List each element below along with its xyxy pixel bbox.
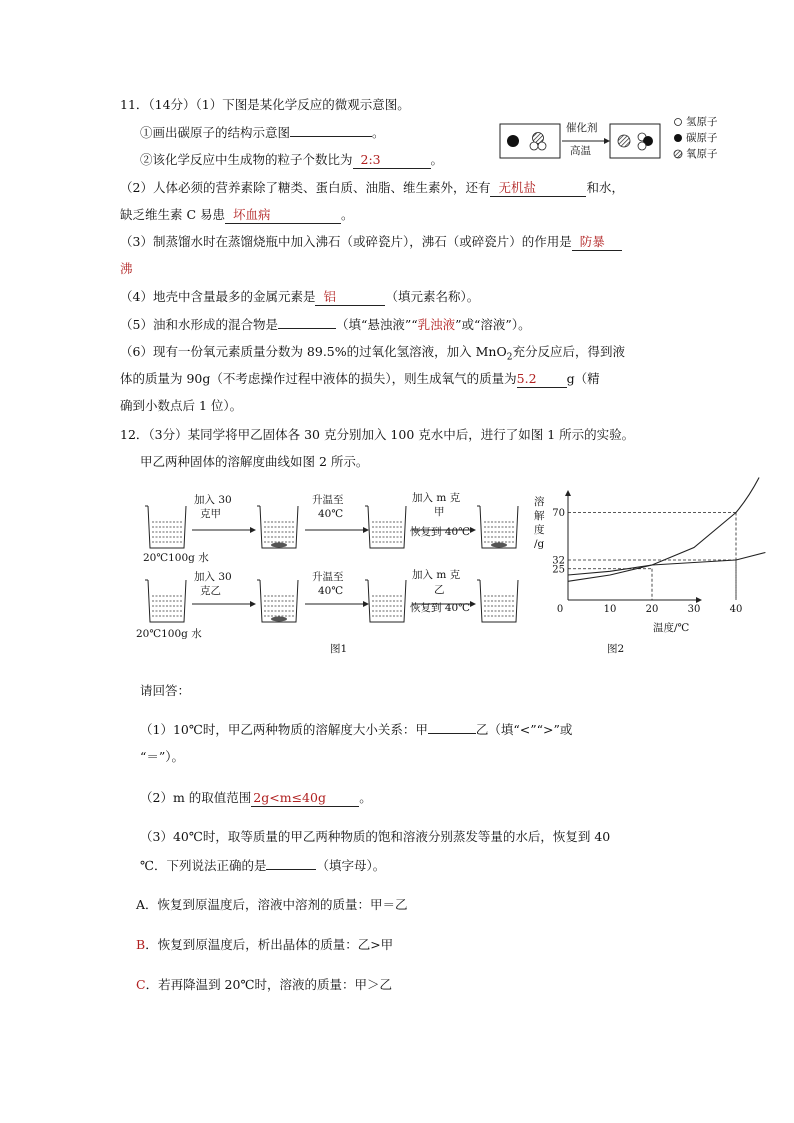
series-yi-curve [568, 560, 736, 575]
row1-heatb-label: 40℃ [318, 508, 344, 520]
q12-title: 12．（3分）某同学将甲乙固体各 30 克分别加入 100 克水中后，进行了如图 1 所示的实验。 [120, 427, 635, 442]
arrow-head-icon [470, 601, 476, 607]
q11-part5-text: （5）油和水形成的混合物是 [120, 317, 278, 332]
row1-start-label: 20℃100g 水 [143, 552, 209, 564]
arrow-head-icon [363, 527, 369, 533]
oxygen-atom-icon [618, 135, 630, 147]
q11-part4-answer[interactable]: 铝 [315, 289, 385, 306]
arrow-head-icon [470, 527, 476, 533]
hydrogen-atom-icon [538, 142, 546, 150]
q12-option-b-text: ．恢复到原温度后，析出晶体的质量：乙>甲 [145, 937, 394, 952]
row2-add1b-label: 克乙 [200, 585, 221, 597]
row2-heat-label: 升温至 [312, 571, 344, 583]
q11-part2-text-d: 。 [341, 207, 354, 222]
row2-heatb-label: 40℃ [318, 585, 344, 597]
q12-sub3-blank[interactable] [266, 857, 316, 870]
arrow-head-icon [250, 601, 256, 607]
q12-sub2-answer[interactable]: 2g<m≤40g [251, 790, 359, 807]
q11-part6-text-b: 充分反应后，得到液 [512, 344, 625, 359]
series-yi-extension [736, 553, 765, 561]
chart-ylabel-4: /g [534, 538, 545, 550]
row1-add2-label: 加入 m 克 [412, 492, 461, 504]
q11-part1-1 [140, 124, 385, 141]
y-axis-arrow-icon [565, 490, 571, 496]
q11-part1-2-answer[interactable]: 2:3 [353, 152, 431, 169]
q11-part1-2-text: ②该化学反应中生成物的粒子个数比为 [140, 152, 353, 167]
q11-part5-blank[interactable] [278, 316, 336, 329]
legend-oxygen-icon [674, 150, 682, 158]
q12-sub2-text: （2）m 的取值范围 [140, 790, 252, 805]
chart-ylabel-1: 溶 [534, 496, 545, 508]
series-jia-extension [736, 478, 759, 513]
figure2-caption: 图2 [607, 643, 625, 655]
arrow-head-icon [363, 601, 369, 607]
chart-ylabel-3: 度 [534, 524, 545, 536]
arrow-head-icon [250, 527, 256, 533]
q11-part1-2 [140, 152, 443, 169]
y-tick-label: 32 [552, 555, 565, 567]
row1-restore-label: 恢复到 40℃ [410, 526, 470, 538]
q11-part3-text: （3）制蒸馏水时在蒸馏烧瓶中加入沸石（或碎瓷片），沸石（或碎瓷片）的作用是 [120, 234, 572, 249]
q11-part6-answer[interactable]: 5.2 [517, 371, 567, 388]
hydrogen-atom-icon [530, 142, 538, 150]
q12-sub1-line2: “＝”）。 [140, 749, 185, 764]
q11-part2-text-c: 缺乏维生素 C 易患 [120, 207, 226, 222]
q12-option-b [136, 937, 393, 953]
row1-add1-label: 加入 30 [194, 494, 232, 506]
q11-part5-answer: 乳浊液 [417, 317, 456, 332]
q12-sub1-line1 [140, 721, 572, 738]
carbon-atom-icon [507, 135, 519, 147]
beaker [477, 580, 518, 622]
arrow-head-icon [604, 138, 610, 144]
q11-part4 [120, 289, 479, 306]
q12-sub1-text: （1）10℃时，甲乙两种物质的溶解度大小关系：甲 [140, 722, 428, 737]
chart-xlabel: 温度/℃ [653, 622, 690, 634]
q11-part2-text: （2）人体必须的营养素除了糖类、蛋白质、油脂、维生素外，还有 [120, 180, 491, 195]
legend-hydrogen-icon [675, 119, 682, 126]
q11-part4-text-b: （填元素名称）。 [385, 289, 480, 304]
q11-part1-1-text: ①画出碳原子的结构示意图 [140, 125, 291, 140]
x-tick-label: 30 [687, 604, 701, 615]
q11-part6-sub: 2 [506, 352, 513, 363]
row2-restore-label: 恢复到 40℃ [410, 602, 470, 614]
x-axis-arrow-icon [696, 597, 702, 603]
q11-part6-line3: 确到小数点后 1 位）。 [120, 398, 243, 413]
q11-part3-answer-cont: 沸 [120, 261, 133, 276]
q11-part1-1-blank[interactable] [290, 124, 372, 137]
q12-option-c-letter: C [136, 977, 146, 992]
q11-title: 11．（14分）（1）下图是某化学反应的微观示意图。 [120, 97, 410, 112]
row2-add2-label: 加入 m 克 [412, 569, 461, 581]
q11-part2-answer2[interactable]: 坏血病 [225, 207, 341, 224]
x-tick-label: 10 [603, 604, 617, 615]
q11-part6-text: （6）现有一份氧元素质量分数为 89.5%的过氧化氢溶液，加入 MnO [120, 344, 507, 359]
q11-part5 [120, 316, 531, 333]
beaker [145, 580, 186, 622]
row1-add1b-label: 克甲 [200, 508, 221, 520]
legend-carbon-label: 碳原子 [686, 132, 718, 144]
beaker [257, 506, 298, 548]
q11-part3-line1 [120, 234, 622, 251]
q12-sub3-line1: （3）40℃时，取等质量的甲乙两种物质的饱和溶液分别蒸发等量的水后，恢复到 40 [140, 829, 611, 844]
legend-oxygen-label: 氧原子 [686, 148, 718, 160]
q11-part5-text-c: ”或“溶液”）。 [455, 317, 531, 332]
q12-sub1-blank[interactable] [428, 721, 476, 734]
solid-sediment [491, 543, 507, 548]
q12-option-a: A．恢复到原温度后，溶液中溶剂的质量：甲＝乙 [136, 897, 408, 912]
q12-sub3-text-c: （填字母）。 [316, 858, 386, 873]
legend-hydrogen-label: 氢原子 [686, 116, 718, 128]
q11-part4-text: （4）地壳中含量最多的金属元素是 [120, 289, 316, 304]
beaker [477, 506, 518, 548]
row1-add2b-label: 甲 [434, 506, 445, 518]
condition-label: 高温 [570, 145, 591, 157]
q12-option-c-text: ．若再降温到 20℃时，溶液的质量：甲＞乙 [145, 977, 392, 992]
y-tick-label: 25 [552, 564, 565, 576]
chart-ylabel-2: 解 [534, 510, 545, 522]
y-tick-label: 70 [552, 508, 565, 519]
q12-title2: 甲乙两种固体的溶解度曲线如图 2 所示。 [140, 454, 369, 469]
x-tick-label: 40 [729, 604, 743, 615]
q11-part2-answer1[interactable]: 无机盐 [490, 180, 586, 197]
q12-sub2-text-b: 。 [359, 790, 372, 805]
figure2-solubility-chart [540, 488, 743, 618]
beaker [365, 580, 406, 622]
q11-part6-text-c: 体的质量为 90g（不考虑操作过程中液体的损失），则生成氧气的质量为 [120, 371, 517, 386]
q11-part2-line2 [120, 207, 354, 224]
row2-add1-label: 加入 30 [194, 571, 232, 583]
figure1-caption: 图1 [330, 643, 348, 655]
q11-part2-text-b: 和水， [586, 180, 624, 195]
q12-sub1-text-b: 乙（填“<”“>”或 [475, 722, 573, 737]
q11-part3-answer[interactable]: 防暴 [572, 234, 622, 251]
solid-sediment [271, 617, 287, 622]
catalyst-label: 催化剂 [566, 122, 598, 134]
q12-answer-prompt: 请回答： [140, 683, 191, 698]
x-tick-label: 0 [556, 604, 564, 615]
q11-part1-1-end: 。 [372, 125, 385, 140]
q11-part6-line1 [120, 344, 625, 366]
row2-add2b-label: 乙 [434, 584, 445, 596]
q11-part2-line1 [120, 180, 624, 197]
q12-option-b-letter: B [136, 937, 146, 952]
q11-part5-text-b: （填“悬浊液”“ [335, 317, 418, 332]
q11-part1-2-end: 。 [430, 152, 444, 167]
beaker [257, 580, 298, 622]
q12-sub2 [140, 790, 372, 807]
legend-carbon-icon [674, 134, 682, 142]
row1-heat-label: 升温至 [312, 494, 344, 506]
x-tick-label: 20 [645, 604, 659, 615]
beaker [365, 506, 406, 548]
hydrogen-atom-icon [638, 142, 646, 150]
q11-part6-text-d: g（精 [566, 371, 600, 386]
q12-option-c [136, 977, 392, 993]
beaker [145, 506, 186, 548]
solid-sediment [271, 543, 287, 548]
q11-part6-line2 [120, 371, 600, 388]
row2-start-label: 20℃100g 水 [136, 628, 202, 640]
q12-sub3-line2 [140, 857, 385, 874]
q12-sub3-text-b: ℃．下列说法正确的是 [140, 858, 267, 873]
